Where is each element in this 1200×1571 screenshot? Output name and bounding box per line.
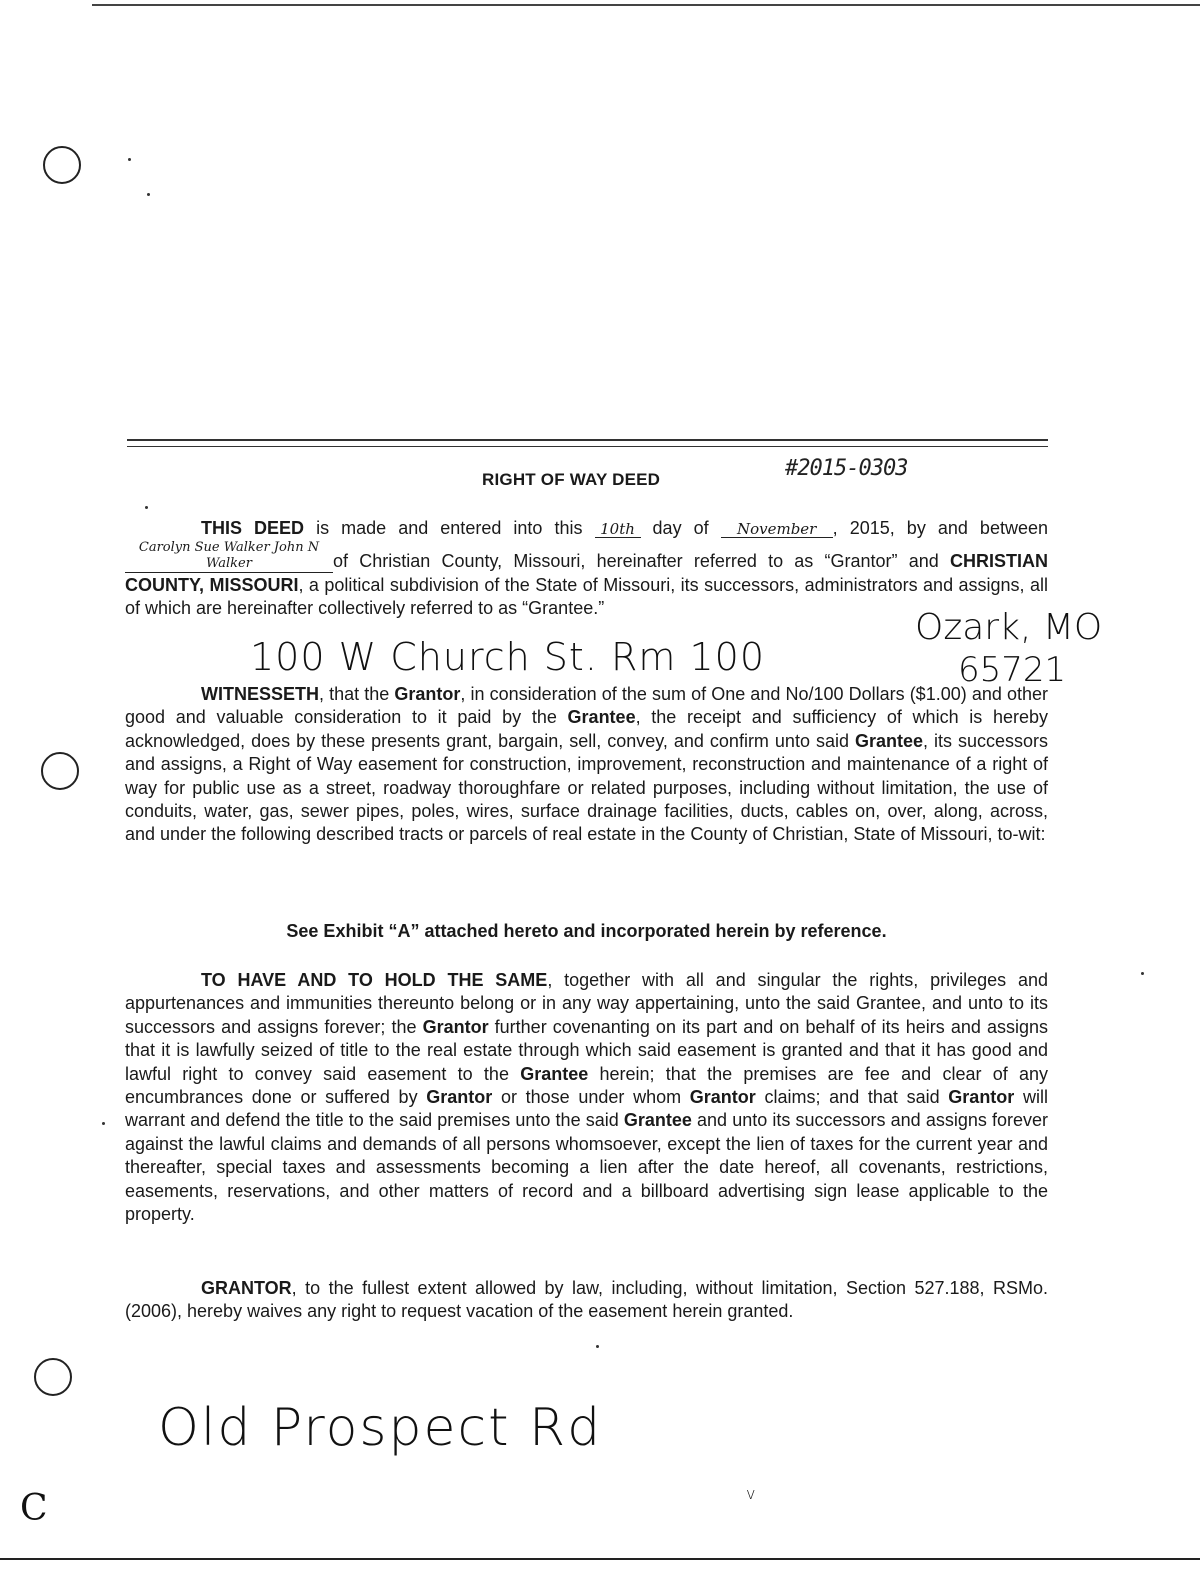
text-run: claims; and that said bbox=[755, 1087, 949, 1108]
punch-hole-middle bbox=[41, 752, 79, 790]
grantor-term: Grantor bbox=[394, 684, 461, 704]
month-field: November bbox=[721, 521, 833, 538]
bottom-tick: v bbox=[746, 1484, 756, 1503]
text-run: , in consideration of the sum of One and No/100 Dollars ($1.00) and other good and valuable consideration to it paid by the bbox=[125, 684, 1048, 728]
grantor-term: Grantor bbox=[422, 1016, 489, 1037]
text-run: , 2015, by and between bbox=[832, 518, 1048, 538]
text-run: is made and entered into this bbox=[304, 518, 595, 538]
text-run: further covenanting on its part and on behalf of its heirs and assigns that it is lawfully seized of title to the real estate through which said easement is granted and that it has good and lawful right to convey said easement to the bbox=[125, 1016, 1048, 1084]
grantee-name: CHRISTIAN COUNTY, MISSOURI bbox=[125, 551, 1048, 595]
grantee-term: Grantee bbox=[520, 1063, 589, 1084]
handwritten-street-address: 100 W Church St. Rm 100 bbox=[250, 635, 766, 679]
text-run: , its successors and assigns, a Right of Way easement for construction, improvement, reconstruction and maintenance of a right of way for public use as a street, roadway thoroughfare or related purposes, including without limitation, the use of conduits, water, gas, sewer pipes, poles, wires, surface drainage facilities, ducts, cables on, over, along, across, and under the following described tracts or parcels of real estate in the County of Christian, State of Missouri, to-wit: bbox=[125, 730, 1049, 845]
this-deed-label: THIS DEED bbox=[201, 518, 305, 538]
handwritten-road-name: Old Prospect Rd bbox=[158, 1398, 603, 1458]
grantor-term: Grantor bbox=[948, 1087, 1015, 1108]
scan-speck bbox=[147, 193, 150, 196]
page-bottom-edge bbox=[0, 1558, 1200, 1560]
handwritten-doc-number: #2015-0303 bbox=[785, 456, 908, 481]
handwritten-zip: 65721 bbox=[958, 650, 1067, 690]
grantor-term: Grantor bbox=[426, 1087, 493, 1108]
grantee-term: Grantee bbox=[854, 730, 923, 751]
grantor-term: Grantor bbox=[689, 1087, 756, 1108]
text-run: and bbox=[897, 551, 950, 572]
scan-speck bbox=[596, 1345, 599, 1348]
grantor-names-field: Carolyn Sue Walker John N Walker bbox=[125, 540, 333, 573]
text-run: , to the fullest extent allowed by law, including, without limitation, Section 527.188, RSMo. (2006), hereby waives any right to request vacation of the easement herein granted. bbox=[125, 1278, 1048, 1322]
punch-hole-top bbox=[43, 146, 81, 184]
punch-hole-bottom bbox=[34, 1358, 72, 1396]
text-run: herein; that the premises are fee and clear of any encumbrances done or suffered by bbox=[125, 1063, 1048, 1108]
scan-speck bbox=[1141, 972, 1144, 975]
text-run: of Christian County, Missouri, hereinafter referred to as “Grantor” bbox=[333, 551, 898, 572]
header-double-rule bbox=[127, 439, 1048, 447]
text-run: or those under whom bbox=[492, 1087, 690, 1108]
text-run: , that the bbox=[319, 684, 395, 704]
deed-title: RIGHT OF WAY DEED bbox=[482, 470, 661, 489]
handwritten-city: Ozark, MO bbox=[915, 607, 1103, 648]
text-run: , the receipt and sufficiency of which is hereby acknowledged, does by these presents grant, bargain, sell, convey, and confirm unto said bbox=[125, 707, 1049, 751]
waiver-paragraph bbox=[125, 1277, 1048, 1324]
scan-speck bbox=[102, 1122, 105, 1125]
corner-mark: C bbox=[20, 1488, 48, 1529]
grantor-label: GRANTOR bbox=[201, 1278, 292, 1298]
day-field: 10th bbox=[595, 521, 641, 538]
text-run: , a political subdivision of the State of Missouri, its successors, administrators and assigns, all of which are hereinafter collectively referred to as “Grantee.” bbox=[125, 574, 1049, 619]
text-run: , together with all and singular the rights, privileges and appurtenances and immunities thereunto belong or in any way appertaining, unto the said Grantee, and unto to its successors and assigns forever; the bbox=[125, 970, 1048, 1037]
scan-speck bbox=[128, 158, 131, 161]
grantee-term: Grantee bbox=[567, 707, 636, 728]
page-top-edge bbox=[92, 4, 1200, 6]
text-run: and unto its successors and assigns forever against the lawful claims and demands of all persons whomsoever, except the lien of taxes for the current year and thereafter, special taxes and assessments becoming a lien after the date hereof, all covenants, restrictions, easements, reservations, and other matters of record and a billboard advertising sign lease applicable to the property. bbox=[125, 1110, 1048, 1225]
witnesseth-paragraph bbox=[125, 683, 1048, 847]
scan-speck bbox=[145, 506, 148, 509]
witnesseth-label: WITNESSETH bbox=[201, 684, 320, 704]
exhibit-reference: See Exhibit “A” attached hereto and incorporated herein by reference. bbox=[286, 921, 887, 941]
habendum-paragraph bbox=[125, 969, 1048, 1226]
opening-paragraph bbox=[125, 517, 1048, 621]
grantee-term: Grantee bbox=[623, 1110, 692, 1131]
text-run: day of bbox=[640, 518, 721, 538]
text-run: will warrant and defend the title to the said premises unto the said bbox=[125, 1087, 1048, 1131]
habendum-label: TO HAVE AND TO HOLD THE SAME bbox=[201, 970, 548, 990]
